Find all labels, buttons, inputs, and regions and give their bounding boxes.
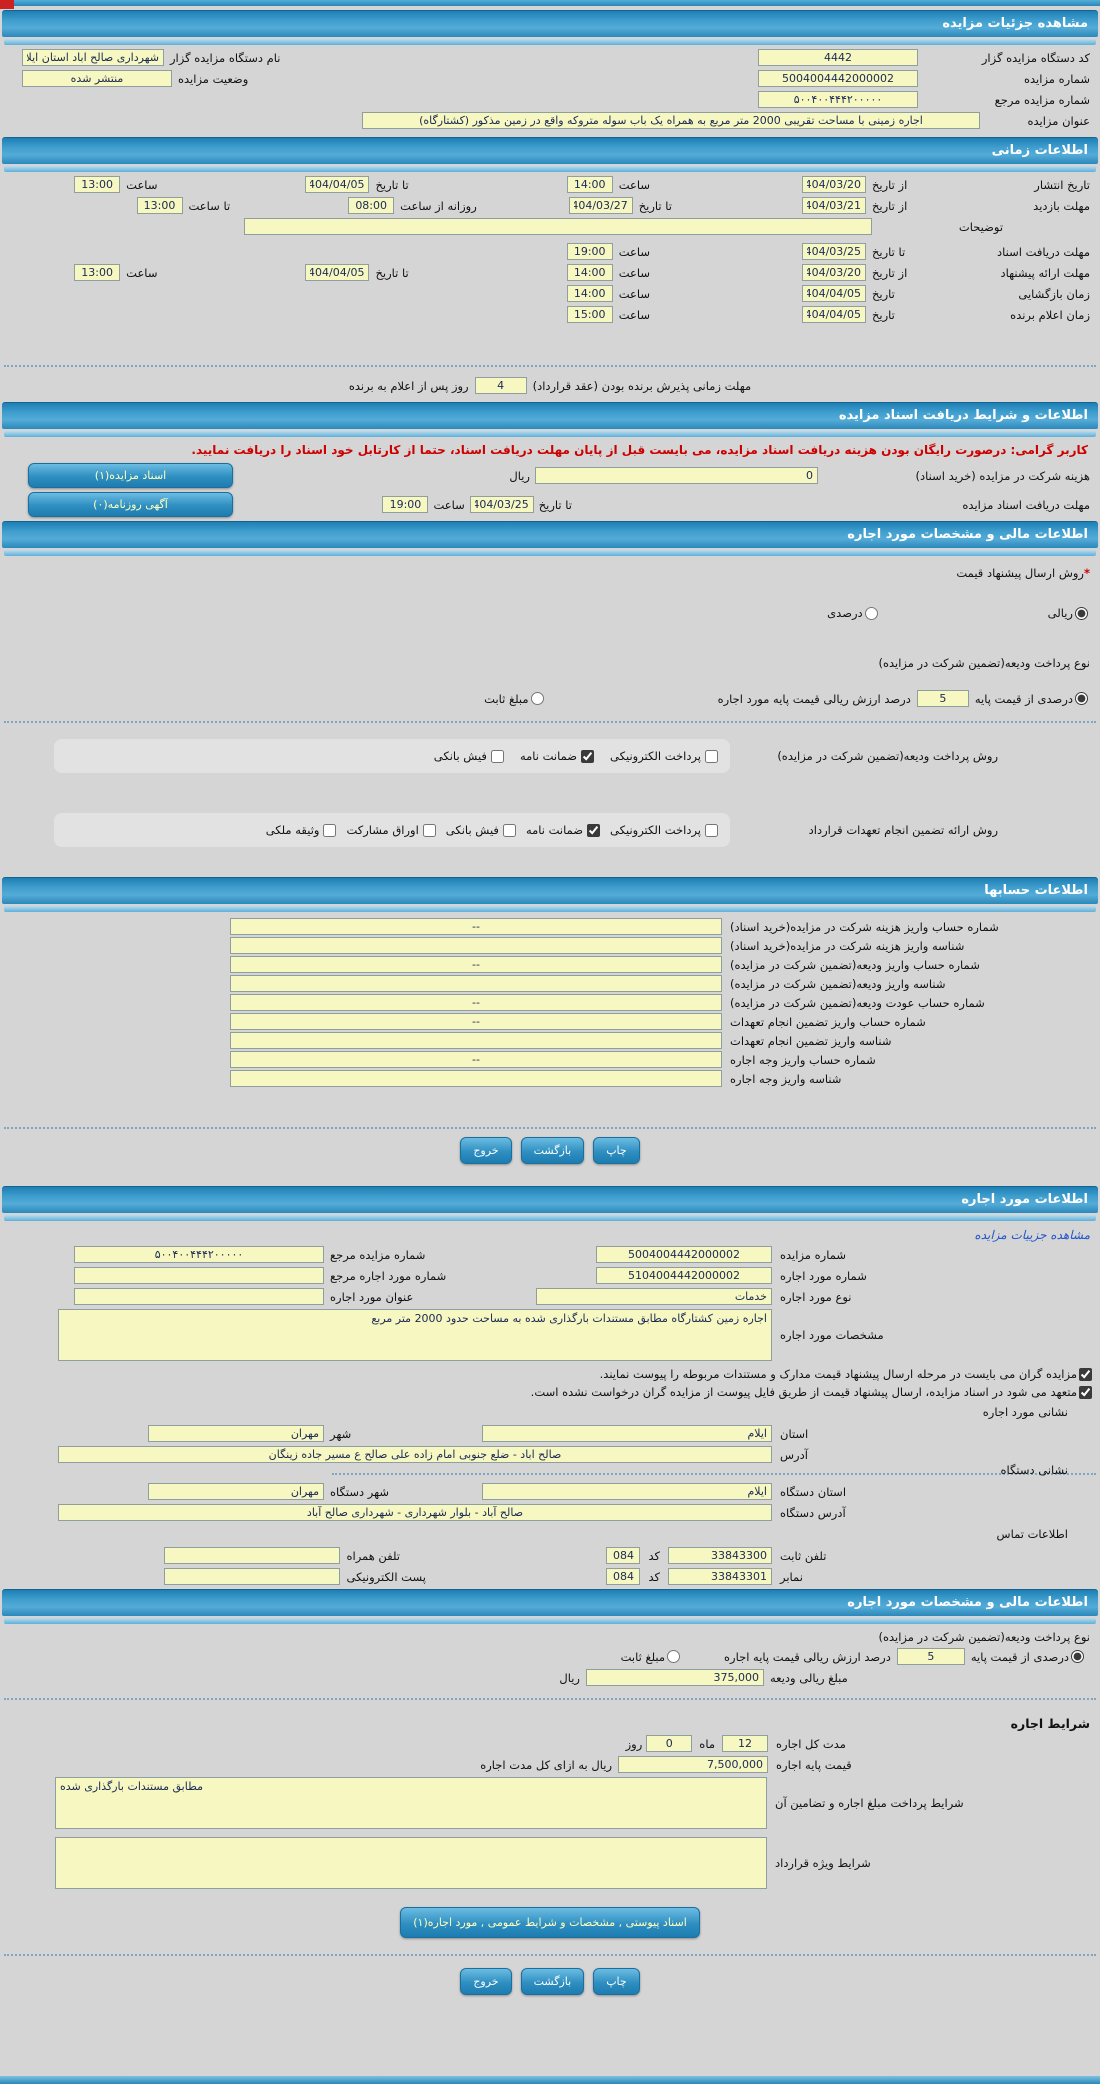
terms-title: [10, 1716, 1090, 1731]
deposit-amount-label: مبلغ ریالی ودیعه: [770, 1670, 848, 1685]
days-label: روز: [625, 1736, 643, 1751]
mobile-label: تلفن همراه: [346, 1548, 400, 1563]
account-row-field[interactable]: [230, 1070, 722, 1087]
guarantee-property-label: وثیقه ملکی: [265, 823, 320, 837]
rental-type-field[interactable]: [536, 1288, 772, 1305]
divider: [4, 365, 1096, 367]
city-field[interactable]: [148, 1425, 324, 1442]
rental-item-ref-field[interactable]: [74, 1267, 324, 1284]
financial1-section: [2, 566, 1098, 877]
device-code-field[interactable]: [758, 49, 918, 66]
hour-label: ساعت: [618, 244, 650, 259]
offer-to-date-field[interactable]: [305, 264, 369, 281]
deposit-guarantee-letter-label: ضمانت نامه: [519, 749, 578, 763]
org-name-field[interactable]: [22, 49, 164, 66]
province-label: استان: [780, 1426, 809, 1441]
docs-section: [2, 443, 1098, 517]
accept-deadline-field[interactable]: [475, 377, 527, 394]
visit-to-date-field[interactable]: [569, 197, 633, 214]
from-date-label: از تاریخ: [872, 198, 908, 213]
to-date-label: تا تاریخ: [375, 265, 409, 280]
rental-auction-no-field[interactable]: [596, 1246, 772, 1263]
no-file-offer-checkbox[interactable]: [1079, 1386, 1092, 1399]
rental-specs-label: مشخصات مورد اجاره: [780, 1328, 884, 1342]
guarantee-epay-label: پرداخت الکترونیکی: [610, 823, 701, 837]
rental-type-label: نوع مورد اجاره: [780, 1289, 852, 1304]
deposit-epay-checkbox[interactable]: [705, 750, 718, 763]
docs-deadline-label: مهلت دریافت اسناد: [997, 244, 1090, 259]
percent-of-base-label: درصدی از قیمت پایه: [974, 691, 1073, 706]
bottom-strip: [0, 2076, 1100, 2084]
terms-title-text: شرایط اجاره: [1010, 1716, 1090, 1731]
timing-title: اطلاعات زمانی: [991, 143, 1088, 158]
record-indicator: [0, 0, 14, 9]
guarantee-bank-slip-checkbox[interactable]: [503, 824, 516, 837]
auction-number-label: شماره مزایده: [1024, 71, 1090, 86]
rental-item-ref-label: شماره مورد اجاره مرجع: [330, 1268, 447, 1283]
phone-code-field[interactable]: [606, 1547, 640, 1564]
accept-deadline-label: مهلت زمانی پذیرش برنده بودن (عقد قرارداد): [532, 378, 752, 393]
deposit-bank-slip-label: فیش بانکی: [433, 749, 487, 763]
status-label: وضعیت مزایده: [178, 71, 249, 86]
publish-from-time-field[interactable]: [567, 176, 613, 193]
rial-option-label: ریالی: [1047, 606, 1073, 620]
fax-code-field[interactable]: [606, 1568, 640, 1585]
account-row-field[interactable]: [230, 956, 722, 973]
deposit-amount-field[interactable]: [586, 1669, 764, 1686]
hour-label: ساعت: [433, 497, 465, 512]
address-field[interactable]: [58, 1446, 772, 1463]
winner-date-field[interactable]: [802, 306, 866, 323]
divider: [4, 721, 1096, 723]
auction-ref-field[interactable]: [758, 91, 918, 108]
account-row-label: شماره حساب واریز هزینه شرکت در مزایده(خرید اسناد): [730, 919, 999, 934]
org-city-field[interactable]: [148, 1483, 324, 1500]
guarantee-bonds-label: اوراق مشارکت: [346, 823, 419, 837]
rental-title-label: عنوان مورد اجاره: [330, 1289, 414, 1304]
deposit-type-label: نوع پرداخت ودیعه(تضمین شرکت در مزایده): [878, 656, 1090, 670]
city-label: شهر: [330, 1426, 352, 1441]
to-date-label: تا تاریخ: [538, 497, 572, 512]
header-strip: [4, 1215, 1096, 1221]
daily-from-label: روزانه از ساعت: [400, 198, 477, 213]
rial-radio[interactable]: [1075, 607, 1088, 620]
section-header-financial1: [2, 521, 1098, 548]
auction-title-field[interactable]: [362, 112, 980, 129]
header-strip: [4, 550, 1096, 556]
special-terms-label: شرایط ویژه قرارداد: [775, 1856, 871, 1870]
account-row-label: شماره حساب واریز تضمین انجام تعهدات: [730, 1014, 926, 1029]
account-row-label: شماره حساب عودت ودیعه(تضمین شرکت در مزایده): [730, 995, 985, 1010]
org-address-title: نشانی دستگاه: [1000, 1463, 1068, 1477]
hour-label: ساعت: [618, 265, 650, 280]
notes-field[interactable]: [244, 218, 872, 235]
province-field[interactable]: [482, 1425, 772, 1442]
percent-value2-field[interactable]: [897, 1648, 965, 1665]
guarantee-method-panel: [54, 813, 730, 847]
deposit-type2-label: نوع پرداخت ودیعه(تضمین شرکت در مزایده): [878, 1630, 1090, 1644]
contact-title: اطلاعات تماس: [996, 1527, 1068, 1541]
months-label: ماه: [699, 1736, 715, 1751]
section-header-auction-details: [2, 10, 1098, 37]
device-code-label: کد دستگاه مزایده گزار: [981, 50, 1090, 65]
deposit-guarantee-letter-checkbox[interactable]: [581, 750, 594, 763]
auction-details-section: [2, 49, 1098, 129]
divider: [4, 1698, 1096, 1700]
account-row-field[interactable]: [230, 937, 722, 954]
date-label: تاریخ: [872, 307, 895, 322]
page-title: مشاهده جزئیات مزایده: [942, 16, 1088, 31]
publish-to-time-field[interactable]: [74, 176, 120, 193]
to-date-label: تا تاریخ: [375, 177, 409, 192]
org-name-label: نام دستگاه مزایده گزار: [170, 50, 281, 65]
financial1-title: اطلاعات مالی و مشخصات مورد اجاره: [847, 527, 1088, 542]
docs-deadline-date-field[interactable]: [802, 243, 866, 260]
to-date-label: تا تاریخ: [872, 244, 906, 259]
top-strip: [0, 0, 1100, 6]
hour-label: ساعت: [618, 307, 650, 322]
auction-title-label: عنوان مزایده: [1027, 113, 1090, 128]
offer-deadline-label: مهلت ارائه پیشنهاد: [1000, 265, 1090, 280]
percent-option-label: درصدی: [827, 606, 863, 620]
publish-from-date-field[interactable]: [802, 176, 866, 193]
docs-title: اطلاعات و شرایط دریافت اسناد مزایده: [838, 408, 1088, 423]
required-asterisk: *: [1083, 566, 1090, 580]
guarantee-bank-slip-label: فیش بانکی: [445, 823, 499, 837]
rial-label: ریال: [509, 468, 530, 483]
fixed-amount2-radio[interactable]: [667, 1650, 680, 1663]
publish-label: تاریخ انتشار: [1034, 177, 1090, 192]
rental-item-no-label: شماره مورد اجاره: [780, 1268, 867, 1283]
price-method-label: روش ارسال پیشنهاد قیمت: [956, 566, 1084, 580]
fee-field[interactable]: [535, 467, 818, 484]
org-province-label: استان دستگاه: [780, 1484, 847, 1499]
exit-button[interactable]: خروج: [460, 1137, 511, 1164]
payment-terms-textarea[interactable]: [55, 1777, 767, 1829]
address-label: آدرس: [780, 1447, 808, 1462]
docs-deadline2-label: مهلت دریافت اسناد مزایده: [962, 497, 1090, 512]
percent-suffix-label: درصد ارزش ریالی قیمت پایه مورد اجاره: [717, 691, 911, 706]
attachments-specs-button[interactable]: اسناد پیوستی , مشخصات و شرایط عمومی , مورد اجاره(۱): [400, 1907, 700, 1938]
account-row-label: شماره حساب واریز ودیعه(تضمین شرکت در مزایده): [730, 957, 980, 972]
guarantee-letter-checkbox[interactable]: [587, 824, 600, 837]
mobile-field[interactable]: [164, 1547, 340, 1564]
account-row-label: شناسه واریز وجه اجاره: [730, 1071, 842, 1086]
deposit-method-label: روش پرداخت ودیعه(تضمین شرکت در مزایده): [777, 749, 998, 763]
phone-field[interactable]: [668, 1547, 772, 1564]
account-row-field[interactable]: [230, 1013, 722, 1030]
percent-of-base-radio[interactable]: [1075, 692, 1088, 705]
section-header-accounts: [2, 877, 1098, 904]
section-header-financial2: [2, 1589, 1098, 1616]
docs-deadline2-time-field[interactable]: [382, 496, 428, 513]
deposit-method-panel: [54, 739, 730, 773]
rental-auction-ref-label: شماره مزایده مرجع: [330, 1247, 426, 1262]
exit-button[interactable]: خروج: [460, 1968, 511, 1995]
timing-section: [2, 176, 1098, 394]
offer-from-time-field[interactable]: [567, 264, 613, 281]
publish-to-date-field[interactable]: [305, 176, 369, 193]
accounts-section: [2, 918, 1098, 1164]
offer-from-date-field[interactable]: [802, 264, 866, 281]
bottom-action-buttons: [2, 1968, 1098, 1995]
org-address-field[interactable]: [58, 1504, 772, 1521]
payment-terms-label: شرایط پرداخت مبلغ اجاره و تضامین آن: [775, 1796, 964, 1810]
deposit-bank-slip-checkbox[interactable]: [491, 750, 504, 763]
email-label: پست الکترونیکی: [346, 1569, 426, 1584]
rental-title: اطلاعات مورد اجاره: [961, 1192, 1088, 1207]
divider: [4, 1954, 1096, 1956]
opening-time-label: زمان بازگشایی: [1018, 286, 1090, 301]
newspaper-ad-button[interactable]: آگهی روزنامه(۰): [28, 492, 233, 517]
winner-time-field[interactable]: [567, 306, 613, 323]
percent-radio[interactable]: [865, 607, 878, 620]
base-price-suffix: ریال به ازای کل مدت اجاره: [480, 1757, 612, 1772]
opening-time-field[interactable]: [567, 285, 613, 302]
hour-label: ساعت: [618, 286, 650, 301]
hour-label: ساعت: [126, 177, 158, 192]
months-field[interactable]: [722, 1735, 768, 1752]
to-date-label: تا تاریخ: [638, 198, 672, 213]
docs-deadline2-date-field[interactable]: [470, 496, 534, 513]
rental-address-title: نشانی مورد اجاره: [982, 1405, 1068, 1419]
org-city-label: شهر دستگاه: [330, 1484, 390, 1499]
attach-docs-label: مزایده گران می بایست در مرحله ارسال پیشنهاد قیمت مدارک و مستندات مربوطه را پیوست نمایند.: [599, 1367, 1077, 1381]
phone-label: تلفن ثابت: [780, 1548, 827, 1563]
email-field[interactable]: [164, 1568, 340, 1585]
divider: [4, 1127, 1096, 1129]
section-header-docs: [2, 402, 1098, 429]
action-buttons: [2, 1137, 1098, 1164]
account-row-label: شناسه واریز تضمین انجام تعهدات: [730, 1033, 892, 1048]
org-address-label: آدرس دستگاه: [780, 1505, 846, 1520]
terms-section: [2, 1716, 1098, 1995]
account-row-label: شناسه واریز ودیعه(تضمین شرکت در مزایده): [730, 976, 946, 991]
account-row-label: شماره حساب واریز وجه اجاره: [730, 1052, 876, 1067]
section-header-rental: [2, 1186, 1098, 1213]
hour-label: ساعت: [126, 265, 158, 280]
rental-item-no-field[interactable]: [596, 1267, 772, 1284]
financial2-title: اطلاعات مالی و مشخصات مورد اجاره: [847, 1595, 1088, 1610]
docs-deadline-time-field[interactable]: [567, 243, 613, 260]
org-province-field[interactable]: [482, 1483, 772, 1500]
duration-label: مدت کل اجاره: [776, 1736, 846, 1751]
account-row-field[interactable]: [230, 1051, 722, 1068]
special-terms-textarea[interactable]: [55, 1837, 767, 1889]
auction-ref-label: شماره مزایده مرجع: [994, 92, 1090, 107]
base-price-label: قیمت پایه اجاره: [776, 1757, 852, 1772]
hour-label: ساعت: [618, 177, 650, 192]
account-row-field[interactable]: [230, 918, 722, 935]
deposit-epay-label: پرداخت الکترونیکی: [610, 749, 701, 763]
back-button[interactable]: بازگشت: [521, 1137, 585, 1164]
fixed-amount-label: مبلغ ثابت: [484, 691, 529, 706]
account-row-field[interactable]: [230, 994, 722, 1011]
section-header-timing: [2, 137, 1098, 164]
days-field[interactable]: [646, 1735, 692, 1752]
header-strip: [4, 906, 1096, 912]
opening-date-field[interactable]: [802, 285, 866, 302]
rental-specs-textarea[interactable]: [58, 1309, 772, 1361]
fixed-amount2-label: مبلغ ثابت: [620, 1649, 666, 1664]
auction-docs-button[interactable]: اسناد مزایده(۱): [28, 463, 233, 488]
percent-of-base2-label: درصدی از قیمت پایه: [970, 1649, 1069, 1664]
guarantee-property-checkbox[interactable]: [323, 824, 336, 837]
fax-field[interactable]: [668, 1568, 772, 1585]
financial2-section: [2, 1630, 1098, 1700]
guarantee-letter-label: ضمانت نامه: [525, 823, 584, 837]
code-label: کد: [648, 1569, 660, 1584]
percent-of-base2-radio[interactable]: [1071, 1650, 1084, 1663]
header-strip: [4, 431, 1096, 437]
accounts-title: اطلاعات حسابها: [984, 883, 1088, 898]
fax-label: نمابر: [780, 1569, 803, 1584]
header-strip: [4, 39, 1096, 45]
rial-label: ریال: [559, 1670, 580, 1685]
from-date-label: از تاریخ: [872, 177, 908, 192]
rental-auction-no-label: شماره مزایده: [780, 1247, 846, 1262]
to-hour-label: تا ساعت: [188, 198, 231, 213]
visit-from-date-field[interactable]: [802, 197, 866, 214]
fixed-amount-radio[interactable]: [531, 692, 544, 705]
header-strip: [4, 1618, 1096, 1624]
notes-label: توضیحات: [958, 219, 1004, 234]
header-strip: [4, 166, 1096, 172]
rental-title-field[interactable]: [74, 1288, 324, 1305]
docs-warning-text: کاربر گرامی: درصورت رایگان بودن هزینه دریافت اسناد مزایده، می بایست قبل از پایان مهلت دریافت اسناد، حتما از کارتابل خود اسناد را دریافت نمایید.: [191, 443, 1088, 457]
no-file-offer-label: متعهد می شود در اسناد مزایده، ارسال پیشنهاد قیمت از طریق فایل پیوست از مزایده گران درخواست نشده است.: [530, 1385, 1077, 1399]
account-row-field[interactable]: [230, 975, 722, 992]
visit-to-time-field[interactable]: [137, 197, 183, 214]
guarantee-bonds-checkbox[interactable]: [423, 824, 436, 837]
status-badge: [22, 70, 172, 87]
base-price-field[interactable]: [618, 1756, 768, 1773]
guarantee-method-label: روش ارائه تضمین انجام تعهدات قرارداد: [808, 823, 998, 837]
print-button[interactable]: چاپ: [593, 1968, 640, 1995]
account-row-label: شناسه واریز هزینه شرکت در مزایده(خرید اسناد): [730, 938, 965, 953]
rental-section: [2, 1228, 1098, 1585]
back-button[interactable]: بازگشت: [521, 1968, 585, 1995]
account-row-field[interactable]: [230, 1032, 722, 1049]
auction-number-field[interactable]: [758, 70, 918, 87]
percent-value-field[interactable]: [917, 690, 969, 707]
attach-docs-checkbox[interactable]: [1079, 1368, 1092, 1381]
rental-auction-ref-field[interactable]: [74, 1246, 324, 1263]
fee-label: هزینه شرکت در مزایده (خرید اسناد): [915, 468, 1090, 483]
print-button[interactable]: چاپ: [593, 1137, 640, 1164]
winner-announce-label: زمان اعلام برنده: [1010, 307, 1090, 322]
percent-suffix2-label: درصد ارزش ریالی قیمت پایه اجاره: [724, 1649, 891, 1664]
accept-deadline-suffix: روز پس از اعلام به برنده: [348, 378, 469, 393]
view-auction-details-link[interactable]: مشاهده جزییات مزایده: [974, 1228, 1090, 1242]
from-date-label: از تاریخ: [872, 265, 908, 280]
guarantee-epay-checkbox[interactable]: [705, 824, 718, 837]
visit-from-time-field[interactable]: [348, 197, 394, 214]
offer-to-time-field[interactable]: [74, 264, 120, 281]
code-label: کد: [648, 1548, 660, 1563]
date-label: تاریخ: [872, 286, 895, 301]
visit-label: مهلت بازدید: [1033, 198, 1090, 213]
